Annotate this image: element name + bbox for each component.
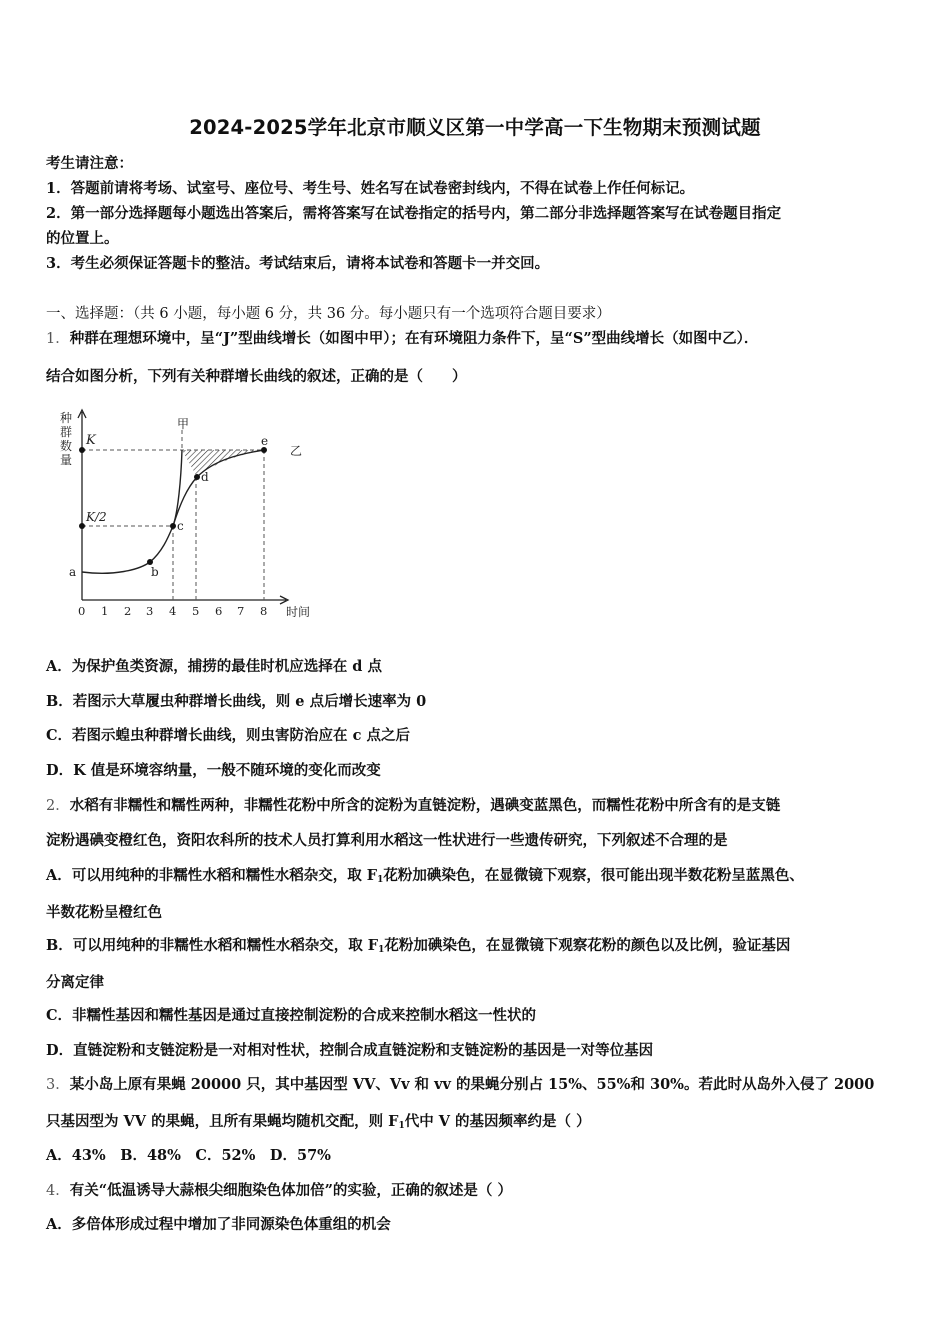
- point-d: [194, 474, 200, 480]
- notice-heading: 考生请注意：: [46, 155, 133, 172]
- x-tick: 2: [124, 604, 132, 618]
- question-number: 4．: [46, 1183, 70, 1199]
- question-3-options: A．43% B．48% C．52% D．57%: [46, 1147, 331, 1164]
- x-tick: 8: [260, 604, 268, 618]
- question-1-stem-cont: 结合如图分析，下列有关种群增长曲线的叙述，正确的是（ ）: [46, 368, 467, 385]
- question-number: 2．: [46, 798, 70, 814]
- notice-item: 3．考生必须保证答题卡的整洁。考试结束后，请将本试卷和答题卡一并交回。: [46, 255, 550, 272]
- question-4-stem: [46, 1179, 512, 1200]
- option-text: B．可以用纯种的非糯性水稻和糯性水稻杂交，取 F: [46, 937, 379, 954]
- question-3-stem: [46, 1073, 874, 1094]
- question-number: 1．: [46, 331, 70, 347]
- question-number: 3．: [46, 1077, 70, 1093]
- yi-label: 乙: [290, 444, 303, 458]
- x-tick: 0: [78, 604, 86, 618]
- option-text: 花粉加碘染色，在显微镜下观察，很可能出现半数花粉呈蓝黑色、: [383, 867, 804, 884]
- y-label-char: 种: [60, 411, 73, 425]
- question-3-stem-cont: [46, 1110, 591, 1131]
- x-tick: 6: [215, 604, 223, 618]
- option-d: D．直链淀粉和支链淀粉是一对相对性状，控制合成直链淀粉和支链淀粉的基因是一对等位基因: [46, 1042, 654, 1059]
- point-half-k: [79, 523, 85, 529]
- question-2-stem-cont: 淀粉遇碘变橙红色，资阳农科所的技术人员打算利用水稻这一性状进行一些遗传研究，下列叙述不合理的是: [46, 832, 728, 849]
- question-text: 水稻有非糯性和糯性两种，非糯性花粉中所含的淀粉为直链淀粉，遇碘变蓝黑色，而糯性花粉中所含有的是支链: [69, 797, 781, 814]
- subscript: 1: [378, 945, 385, 955]
- section-heading: 一、选择题：（共 6 小题，每小题 6 分，共 36 分。每小题只有一个选项符合题目要求）: [46, 306, 611, 322]
- question-text: 种群在理想环境中，呈“J”型曲线增长（如图中甲）；在有环境阻力条件下，呈“S”型曲线增长（如图中乙）．: [69, 330, 759, 347]
- question-text: 有关“低温诱导大蒜根尖细胞染色体加倍”的实验，正确的叙述是（ ）: [69, 1182, 512, 1199]
- point-b-label: b: [151, 565, 159, 579]
- option-a-cont: 半数花粉呈橙红色: [46, 904, 162, 921]
- option-a: A．多倍体形成过程中增加了非同源染色体重组的机会: [46, 1216, 391, 1233]
- page-title: 2024-2025学年北京市顺义区第一中学高一下生物期末预测试题: [189, 116, 761, 139]
- option-text: A．可以用纯种的非糯性水稻和糯性水稻杂交，取 F: [46, 867, 378, 884]
- question-text: 代中 V 的基因频率约是（ ）: [404, 1113, 591, 1130]
- question-text: 某小岛上原有果蝇 20000 只，其中基因型 VV、Vv 和 vv 的果蝇分别占 15%、55%和 30%。若此时从岛外入侵了 2000: [69, 1076, 875, 1093]
- x-tick: 4: [169, 604, 177, 618]
- k-label: K: [86, 433, 96, 448]
- option-c: C．若图示蝗虫种群增长曲线，则虫害防治应在 c 点之后: [46, 727, 410, 744]
- point-k: [79, 447, 85, 453]
- y-label-char: 数: [60, 439, 73, 453]
- hatched-area: [182, 450, 264, 477]
- jia-label: 甲: [177, 417, 190, 431]
- option-b-cont: 分离定律: [46, 974, 104, 991]
- x-tick: 5: [192, 604, 200, 618]
- notice-item: 1．答题前请将考场、试室号、座位号、考生号、姓名写在试卷密封线内，不得在试卷上作任何标记。: [46, 180, 695, 197]
- point-a-label: a: [69, 565, 77, 579]
- point-c: [170, 523, 176, 529]
- option-c: C．非糯性基因和糯性基因是通过直接控制淀粉的合成来控制水稻这一性状的: [46, 1007, 537, 1024]
- x-tick: 7: [237, 604, 245, 618]
- notice-item: 的位置上。: [46, 230, 119, 247]
- question-2-stem: [46, 794, 780, 815]
- x-tick: 3: [146, 604, 154, 618]
- option-a: [46, 864, 804, 885]
- option-b: B．若图示大草履虫种群增长曲线，则 e 点后增长速率为 0: [46, 693, 427, 710]
- question-1-stem: [46, 327, 758, 348]
- point-e-label: e: [261, 434, 269, 448]
- population-growth-graph: [54, 400, 324, 620]
- subscript: 1: [398, 1121, 405, 1131]
- option-text: 花粉加碘染色，在显微镜下观察花粉的颜色以及比例，验证基因: [384, 937, 791, 954]
- half-k-label: K/2: [86, 510, 107, 524]
- x-axis-label: 时间: [286, 605, 311, 619]
- y-label-char: 群: [60, 425, 73, 439]
- point-c-label: c: [177, 519, 184, 533]
- y-label-char: 量: [60, 453, 73, 467]
- notice-item: 2．第一部分选择题每小题选出答案后，需将答案写在试卷指定的括号内，第二部分非选择题答案写在试卷题目指定: [46, 205, 782, 222]
- option-a: A．为保护鱼类资源，捕捞的最佳时机应选择在 d 点: [46, 658, 382, 675]
- x-tick: 1: [101, 604, 109, 618]
- option-b: [46, 934, 790, 955]
- option-d: D．K 值是环境容纳量，一般不随环境的变化而改变: [46, 762, 381, 779]
- subscript: 1: [377, 875, 384, 885]
- point-d-label: d: [201, 470, 209, 484]
- question-text: 只基因型为 VV 的果蝇，且所有果蝇均随机交配，则 F: [46, 1113, 399, 1130]
